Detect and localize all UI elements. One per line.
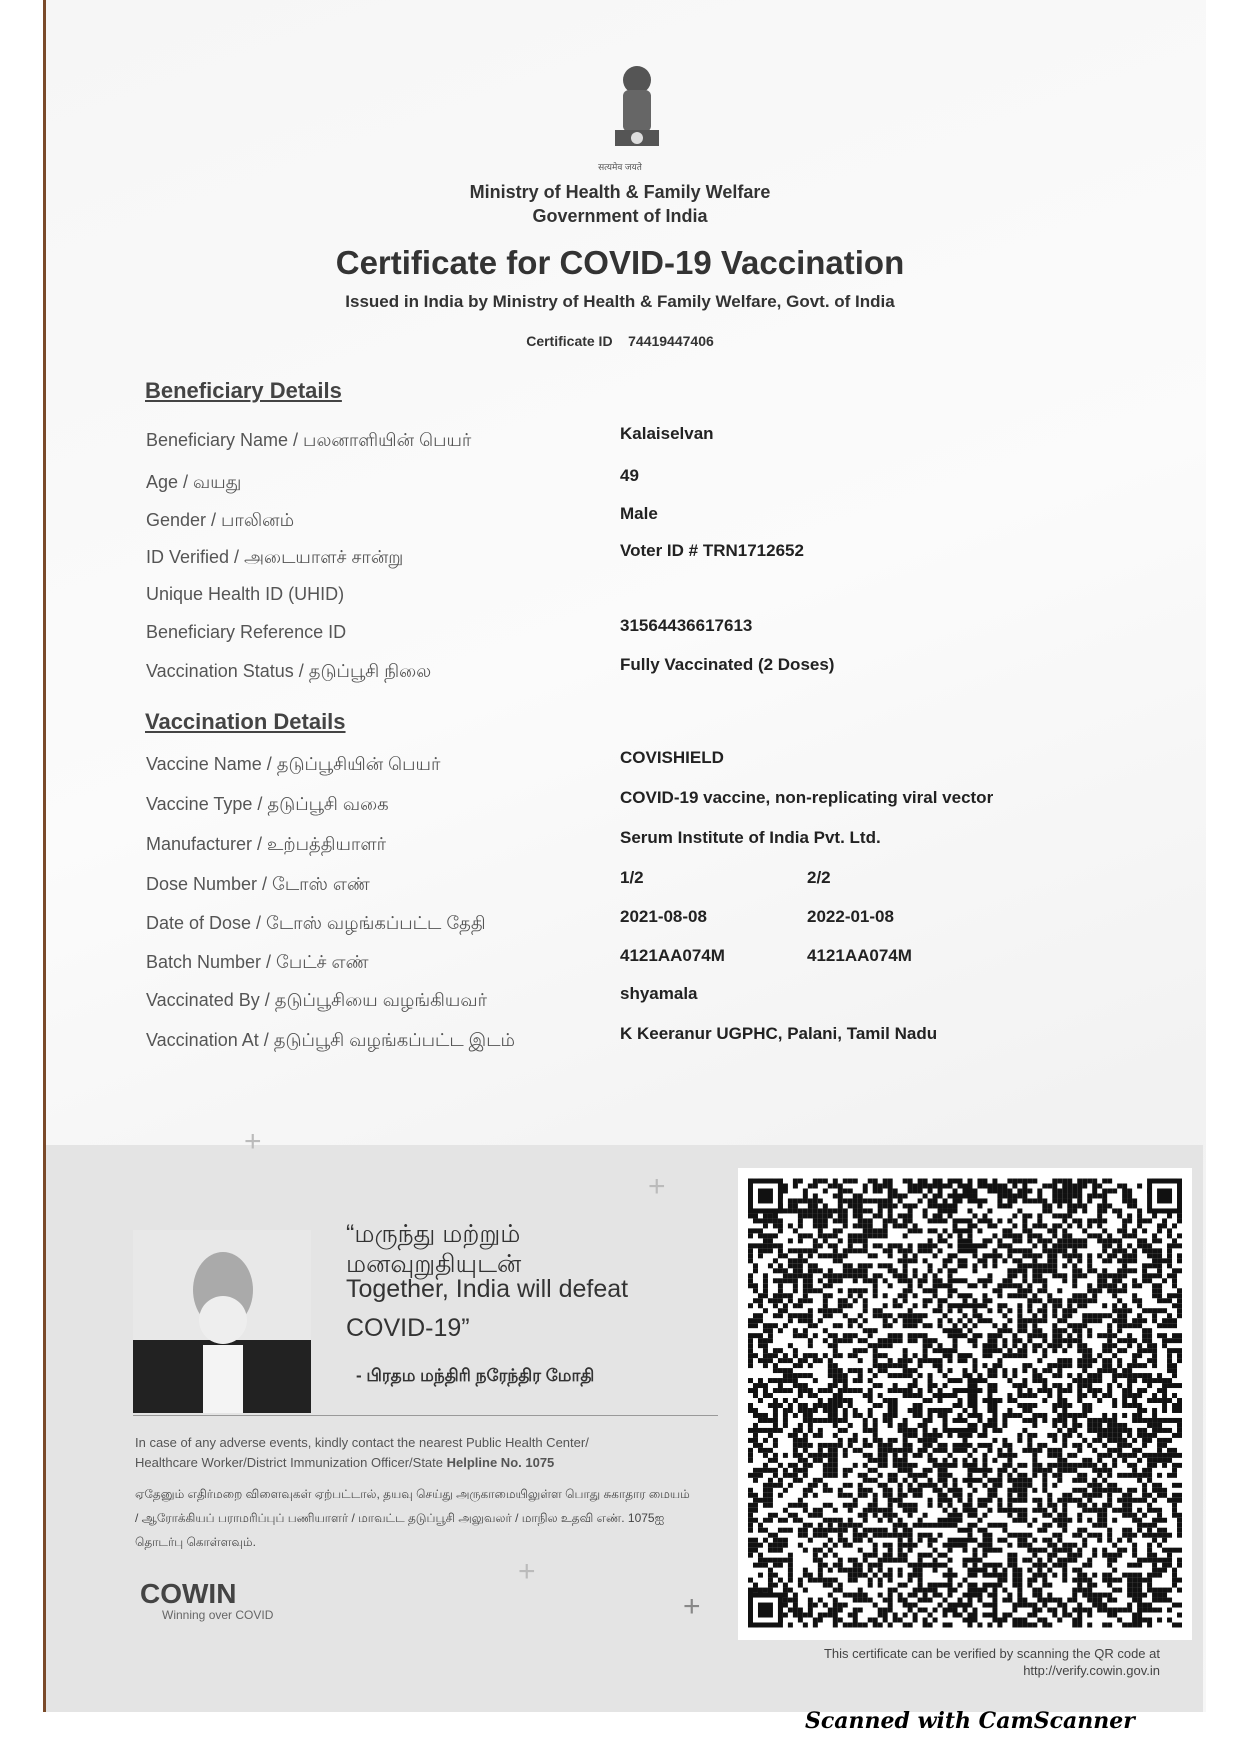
field-label: Beneficiary Reference ID [146, 622, 347, 642]
field-label: Vaccination At / தடுப்பூசி வழங்கப்பட்ட இடம் [146, 1030, 515, 1050]
helpline-text [135, 1433, 589, 1473]
field-value: Male [620, 504, 658, 523]
tamil-helpline-text: ஏதேனும் எதிர்மறை விளைவுகள் ஏற்பட்டால், தயவு செய்து அருகாமையிலுள்ள பொது சுகாதார மையம் / ஆரோக்கியப் பராமரிப்புப் பணியாளர் / மாவட்ட தடுப்பூசி அலுவலர் / மாநில உதவி எண். 1075ஐ தொடர்பு கொள்ளவும். [135, 1487, 690, 1549]
pm-photo [133, 1230, 311, 1413]
field-value: 1/2 [620, 868, 644, 887]
field-label: Vaccination Status / தடுப்பூசி நிலை [146, 661, 432, 681]
cowin-logo: COWIN [140, 1578, 237, 1609]
field-label: Dose Number / டோஸ் எண் [146, 874, 370, 894]
field-value: Serum Institute of India Pvt. Ltd. [620, 828, 881, 847]
divider [133, 1415, 718, 1416]
verify-line-1: This certificate can be verified by scanning the QR code at [823, 1646, 1160, 1661]
field-value: K Keeranur UGPHC, Palani, Tamil Nadu [620, 1024, 938, 1043]
emblem-motto: सत्यमेव जयते [598, 162, 642, 172]
verify-url[interactable]: http://verify.cowin.gov.in [1023, 1663, 1160, 1678]
field-label: Vaccinated By / தடுப்பூசியை வழங்கியவர் [146, 990, 487, 1010]
plus-decoration-icon: + [518, 1555, 536, 1588]
field-value: shyamala [620, 984, 698, 1003]
verify-text [760, 1645, 1160, 1679]
helpline-number: Helpline No. 1075 [446, 1455, 555, 1470]
qr-code[interactable] [748, 1178, 1182, 1628]
field-label: Date of Dose / டோஸ் வழங்கப்பட்ட தேதி [146, 913, 486, 933]
quote-en-1: Together, India will defeat [346, 1275, 629, 1303]
field-value: 2021-08-08 [620, 907, 707, 926]
plus-decoration-icon: + [648, 1170, 666, 1203]
field-label: Manufacturer / உற்பத்தியாளர் [146, 834, 386, 854]
field-value-dose2: 2022-01-08 [807, 907, 894, 926]
field-value: 4121AA074M [620, 946, 725, 965]
field-value-dose2: 4121AA074M [807, 946, 912, 965]
helpline-line-1: In case of any adverse events, kindly contact the nearest Public Health Center/ [135, 1435, 589, 1450]
field-value: COVID-19 vaccine, non-replicating viral vector [620, 788, 994, 807]
beneficiary-heading: Beneficiary Details [145, 378, 342, 403]
quote-en-2: COVID-19” [346, 1314, 470, 1342]
certificate-id-value: 74419447406 [628, 333, 714, 349]
plus-decoration-icon: + [244, 1125, 262, 1158]
field-value: 49 [620, 466, 639, 485]
field-label: ID Verified / அடையாளச் சான்று [146, 547, 404, 567]
field-label: Vaccine Name / தடுப்பூசியின் பெயர் [146, 754, 441, 774]
plus-decoration-icon: + [683, 1590, 701, 1623]
certificate-id [0, 333, 1240, 349]
field-value: Fully Vaccinated (2 Doses) [620, 655, 835, 674]
field-value: Voter ID # TRN1712652 [620, 541, 804, 560]
helpline-line-2-text: Healthcare Worker/District Immunization Officer/State [135, 1455, 447, 1470]
field-value-dose2: 2/2 [807, 868, 831, 887]
field-value: COVISHIELD [620, 748, 724, 767]
field-label: Age / வயது [146, 472, 242, 492]
qr-container [738, 1168, 1192, 1640]
field-label: Unique Health ID (UHID) [146, 584, 345, 604]
field-value: Kalaiselvan [620, 424, 714, 443]
ministry-name [0, 180, 1240, 228]
field-label: Gender / பாலினம் [146, 510, 295, 530]
vaccination-heading: Vaccination Details [145, 709, 346, 734]
cowin-tagline: Winning over COVID [162, 1608, 274, 1622]
government-line: Government of India [532, 206, 708, 226]
field-value: 31564436617613 [620, 616, 753, 635]
certificate-id-label: Certificate ID [526, 333, 613, 349]
field-label: Vaccine Type / தடுப்பூசி வகை [146, 794, 389, 814]
field-label: Beneficiary Name / பலனாளியின் பெயர் [146, 430, 472, 450]
national-emblem-icon [605, 60, 669, 170]
field-label: Batch Number / பேட்ச் எண் [146, 952, 369, 972]
issued-by: Issued in India by Ministry of Health & Family Welfare, Govt. of India [345, 292, 895, 311]
helpline-line-2 [135, 1453, 589, 1473]
quote-tamil-1: “மருந்து மற்றும் [346, 1220, 521, 1248]
quote-attribution: - பிரதம மந்திரி நரேந்திர மோதி [356, 1366, 595, 1385]
camscanner-watermark: Scanned with CamScanner [805, 1708, 1135, 1734]
quote-tamil-2: மனவுறுதியுடன் [346, 1250, 522, 1278]
page-title: Certificate for COVID-19 Vaccination [335, 244, 905, 281]
ministry-line: Ministry of Health & Family Welfare [469, 182, 771, 202]
